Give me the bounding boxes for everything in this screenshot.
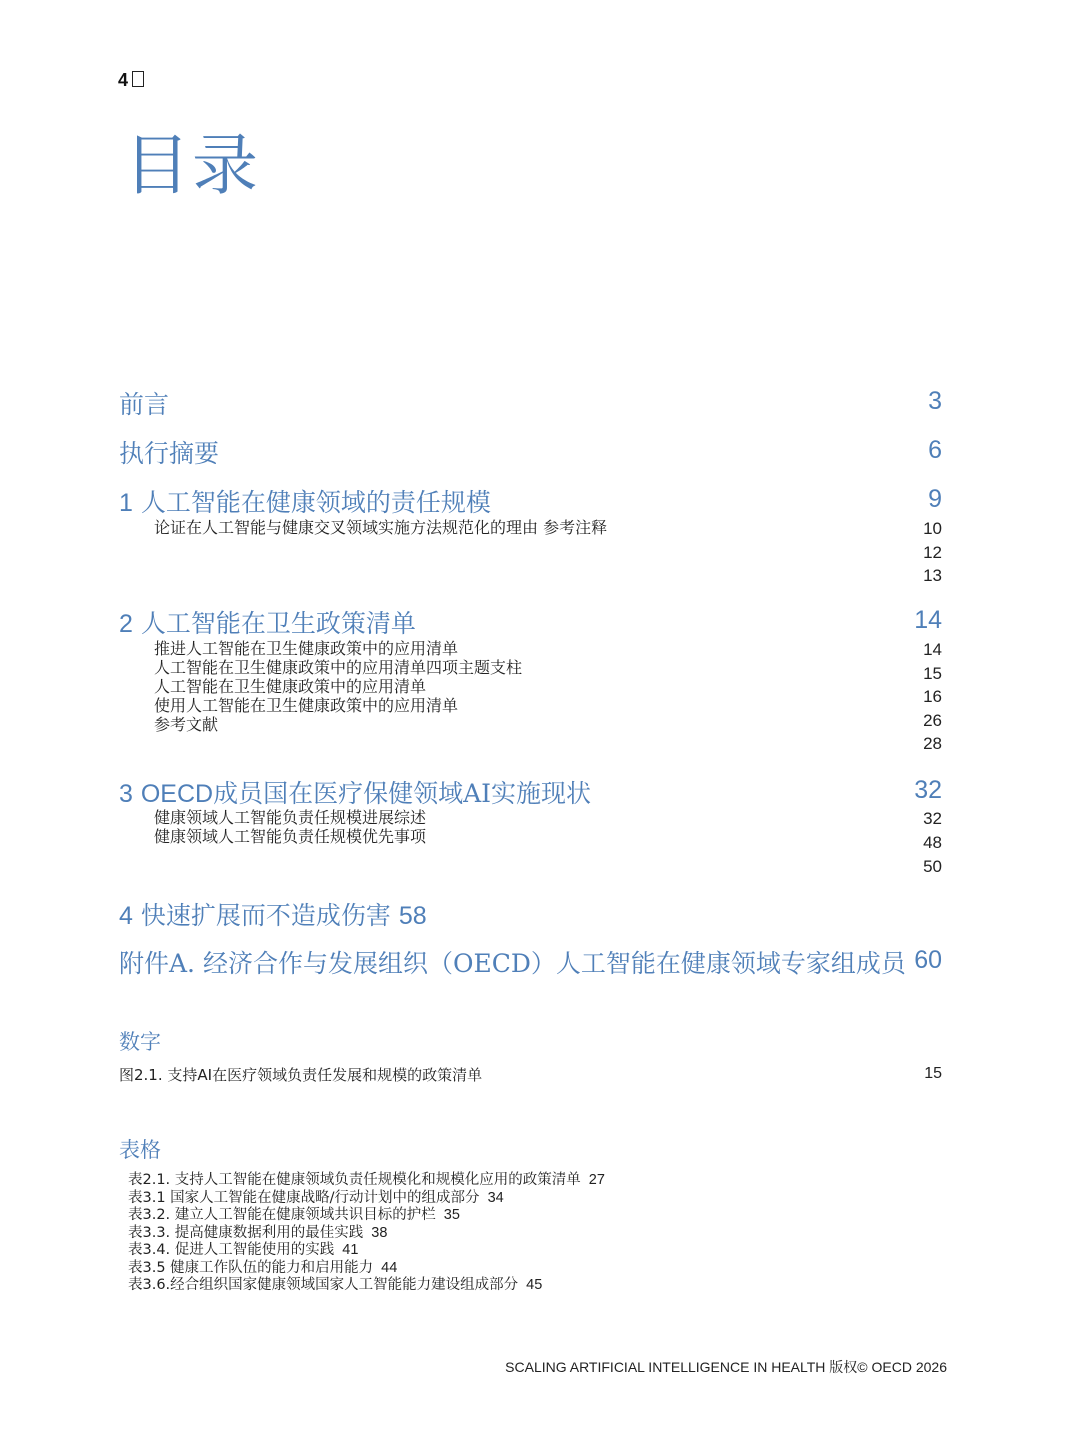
chapter-number: 1 bbox=[119, 489, 133, 517]
figure-page: 15 bbox=[924, 1065, 942, 1082]
toc-sub-page: 12 bbox=[923, 543, 942, 562]
page-title: 目录 bbox=[124, 127, 260, 204]
toc-sub-page: 15 bbox=[923, 664, 942, 683]
toc-sub-entry[interactable]: 参考文献 bbox=[154, 715, 219, 734]
table-page: 38 bbox=[371, 1224, 388, 1241]
table-entry[interactable]: 表3.4. 促进人工智能使用的实践 41 bbox=[128, 1242, 359, 1258]
toc-sub-entry[interactable]: 健康领域人工智能负责任规模进展综述 bbox=[154, 808, 427, 827]
toc-sub-page: 32 bbox=[923, 809, 942, 828]
toc-page-ch2: 14 bbox=[914, 606, 942, 634]
chapter-number: 2 bbox=[119, 610, 133, 638]
table-page: 27 bbox=[588, 1172, 605, 1188]
toc-sub-page: 50 bbox=[923, 857, 942, 876]
table-page: 45 bbox=[526, 1277, 543, 1293]
table-entry[interactable]: 表3.2. 建立人工智能在健康领域共识目标的护栏 35 bbox=[128, 1207, 460, 1223]
toc-sub-entry[interactable]: 推进人工智能在卫生健康政策中的应用清单 bbox=[154, 639, 459, 658]
toc-page-ch4: 58 bbox=[398, 902, 427, 930]
page-number: 4 bbox=[118, 70, 144, 91]
toc-label: 执行摘要 bbox=[119, 439, 220, 468]
toc-label: 前言 bbox=[119, 390, 170, 419]
toc-label: 附件A. 经济合作与发展组织（OECD）人工智能在健康领域专家组成员 bbox=[119, 949, 906, 978]
toc-entry-summary[interactable] bbox=[119, 434, 219, 470]
toc-entry-ch2[interactable] bbox=[119, 604, 416, 640]
toc-sub-page: 14 bbox=[923, 640, 942, 659]
page-footer: SCALING ARTIFICIAL INTELLIGENCE IN HEALTH 版权© OECD 2026 bbox=[505, 1359, 947, 1375]
toc-sub-entry[interactable]: 使用人工智能在卫生健康政策中的应用清单 bbox=[154, 696, 459, 715]
toc-entry-preface[interactable] bbox=[119, 385, 169, 421]
toc-entry-ch4[interactable] bbox=[119, 896, 427, 932]
missing-glyph-box bbox=[132, 71, 144, 87]
table-entry[interactable]: 表3.1 国家人工智能在健康战略/行动计划中的组成部分 34 bbox=[128, 1189, 504, 1206]
toc-sub-page: 10 bbox=[923, 519, 942, 538]
table-entry[interactable]: 表2.1. 支持人工智能在健康领域负责任规模化和规模化应用的政策清单 27 bbox=[128, 1172, 605, 1188]
toc-sub-entry[interactable]: 人工智能在卫生健康政策中的应用清单四项主题支柱 bbox=[154, 658, 523, 677]
figures-heading: 数字 bbox=[119, 1030, 161, 1054]
table-entry[interactable]: 表3.3. 提高健康数据利用的最佳实践 38 bbox=[128, 1224, 388, 1241]
chapter-number: 4 bbox=[119, 902, 133, 930]
toc-sub-page: 28 bbox=[923, 734, 942, 753]
toc-label: 人工智能在健康领域的责任规模 bbox=[140, 488, 491, 517]
toc-page-annex: 60 bbox=[914, 946, 942, 974]
table-page: 44 bbox=[381, 1259, 398, 1276]
toc-sub-entry[interactable]: 人工智能在卫生健康政策中的应用清单 bbox=[154, 677, 427, 696]
toc-sub-page: 16 bbox=[923, 687, 942, 706]
figure-entry[interactable]: 图2.1. 支持AI在医疗领域负责任发展和规模的政策清单 bbox=[119, 1066, 483, 1084]
table-page: 34 bbox=[487, 1189, 504, 1206]
toc-sub-entry[interactable]: 论证在人工智能与健康交叉领域实施方法规范化的理由 参考注释 bbox=[154, 518, 608, 537]
tables-heading: 表格 bbox=[119, 1138, 161, 1162]
tables-list bbox=[128, 1172, 605, 1295]
table-entry[interactable]: 表3.6.经合组织国家健康领域国家人工智能能力建设组成部分 45 bbox=[128, 1277, 543, 1293]
toc-sub-page: 26 bbox=[923, 711, 942, 730]
toc-label: 成员国在医疗保健领域AI实施现状 bbox=[213, 779, 592, 808]
toc-page-summary: 6 bbox=[928, 436, 942, 464]
toc-entry-ch3[interactable] bbox=[119, 774, 591, 810]
toc-label: 快速扩展而不造成伤害 bbox=[140, 901, 391, 930]
chapter-number: 3 bbox=[119, 780, 133, 808]
toc-entry-ch1[interactable] bbox=[119, 483, 491, 519]
toc-sub-entry[interactable]: 健康领域人工智能负责任规模优先事项 bbox=[154, 827, 427, 846]
toc-page-ch1: 9 bbox=[928, 485, 942, 513]
table-page: 41 bbox=[342, 1242, 359, 1258]
table-entry[interactable]: 表3.5 健康工作队伍的能力和启用能力 44 bbox=[128, 1259, 398, 1276]
toc-label: 人工智能在卫生政策清单 bbox=[140, 609, 416, 638]
toc-page-preface: 3 bbox=[928, 387, 942, 415]
oecd-label: OECD bbox=[140, 780, 214, 808]
toc-sub-page: 13 bbox=[923, 566, 942, 585]
toc-page-ch3: 32 bbox=[914, 776, 942, 804]
toc-entry-annex[interactable] bbox=[119, 944, 906, 980]
toc-sub-page: 48 bbox=[923, 833, 942, 852]
table-page: 35 bbox=[443, 1207, 460, 1223]
